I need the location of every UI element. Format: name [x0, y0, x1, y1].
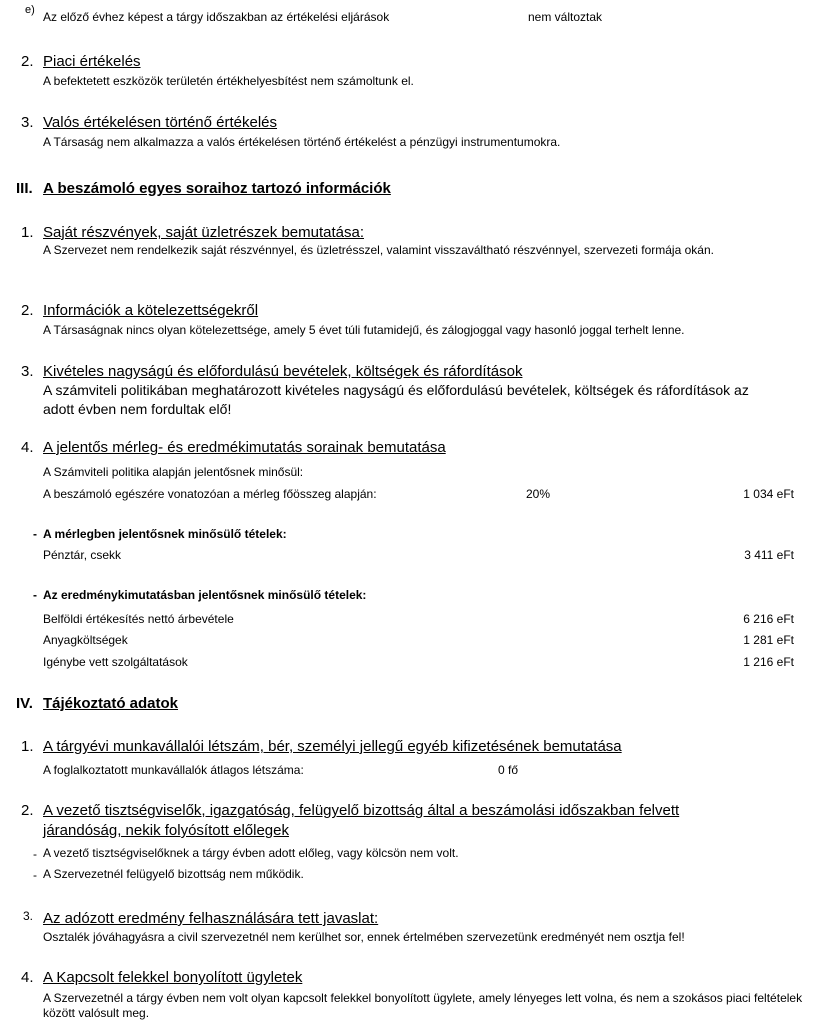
section-body: A befektetett eszközök területén értékhelyesbítést nem számoltunk el.	[43, 74, 414, 88]
threshold-label: A beszámoló egészére vonatozóan a mérleg főösszeg alapján:	[43, 487, 377, 501]
dash-marker: -	[33, 527, 37, 541]
section-number: 2.	[21, 802, 34, 819]
section-number: 3.	[21, 363, 34, 380]
valuation-change-text: Az előző évhez képest a tárgy időszakban az értékelési eljárások	[43, 10, 390, 24]
section-body: A Szervezetnél a tárgy évben nem volt olyan kapcsolt felekkel bonyolított ügylete, amely lényeges lett volna, és nem a szokásos piaci feltételek között valósult meg.	[43, 991, 803, 1020]
income-significant-heading: Az eredménykimutatásban jelentősnek minősülő tételek:	[43, 588, 367, 602]
part-number: IV.	[16, 695, 33, 712]
section-title-liabilities: Információk a kötelezettségekről	[43, 302, 259, 319]
section-number: 1.	[21, 224, 34, 241]
balance-item-value: 3 411 eFt	[744, 548, 794, 562]
income-item-label: Anyagköltségek	[43, 633, 128, 647]
section-number: 3.	[23, 909, 34, 923]
section-title-executive-remuneration-cont: járandóság, nekik folyósított előlegek	[43, 822, 289, 839]
dash-marker: -	[33, 868, 37, 882]
section-number: 2.	[21, 53, 34, 70]
section-body: A számviteli politikában meghatározott kivételes nagyságú és előfordulású bevételek, költségek és ráfordítások az adott évben nem fordultak elő!	[43, 382, 749, 417]
headcount-value: 0 fő	[498, 763, 519, 777]
section-title-market-valuation: Piaci értékelés	[43, 53, 141, 70]
section-body: A Társaságnak nincs olyan kötelezettsége, amely 5 évet túli futamidejű, és zálogjoggal vagy hasonló joggal terhelt lenne.	[43, 323, 685, 337]
balance-item-label: Pénztár, csekk	[43, 548, 122, 562]
valuation-change-value: nem változtak	[528, 10, 603, 24]
section-body: A Szervezet nem rendelkezik saját részvénnyel, és üzletrésszel, valamint visszaváltható részvénnyel, szervezeti formája okán.	[43, 243, 714, 257]
section-title-related-parties: A Kapcsolt felekkel bonyolított ügyletek	[43, 969, 303, 986]
income-item-value: 1 216 eFt	[743, 655, 794, 669]
income-item-label: Igénybe vett szolgáltatások	[43, 655, 188, 669]
section-title-profit-appropriation: Az adózott eredmény felhasználására tett javaslat:	[43, 910, 379, 927]
section-number: 3.	[21, 114, 34, 131]
section-title-significant-items: A jelentős mérleg- és eredmékimutatás sorainak bemutatása	[43, 439, 446, 456]
income-item-label: Belföldi értékesítés nettó árbevétele	[43, 612, 234, 626]
section-title-fair-value: Valós értékelésen történő értékelés	[43, 114, 278, 131]
section-title-own-shares: Saját részvények, saját üzletrészek bemutatása:	[43, 224, 364, 241]
bullet-text: A vezető tisztségviselőknek a tárgy évben adott előleg, vagy kölcsön nem volt.	[43, 846, 459, 860]
dash-marker: -	[33, 588, 37, 602]
section-number: 1.	[21, 738, 34, 755]
threshold-value: 1 034 eFt	[743, 487, 794, 501]
income-item-value: 1 281 eFt	[743, 633, 794, 647]
section-title-exceptional-items: Kivételes nagyságú és előfordulású bevételek, költségek és ráfordítások	[43, 363, 523, 380]
section-number: 2.	[21, 302, 34, 319]
headcount-label: A foglalkoztatott munkavállalók átlagos létszáma:	[43, 763, 304, 777]
section-body: A Társaság nem alkalmazza a valós értékelésen történő értékelést a pénzügyi instrumentumokra.	[43, 135, 561, 149]
dash-marker: -	[33, 847, 37, 861]
part-title-information: Tájékoztató adatok	[43, 695, 179, 712]
part-number: III.	[16, 180, 33, 197]
part-title-line-items: A beszámoló egyes soraihoz tartozó információk	[43, 180, 391, 197]
section-body: Osztalék jóváhagyásra a civil szervezetnél nem kerülhet sor, ennek értelmében szervezetünk eredményét nem osztja fel!	[43, 930, 685, 944]
section-number: 4.	[21, 969, 34, 986]
significance-rule-text: A Számviteli politika alapján jelentősnek minősül:	[43, 465, 304, 479]
section-title-executive-remuneration: A vezető tisztségviselők, igazgatóság, felügyelő bizottság által a beszámolási időszakban felvett	[43, 802, 680, 819]
threshold-percent: 20%	[526, 487, 551, 501]
section-title-headcount: A tárgyévi munkavállalói létszám, bér, személyi jellegű egyéb kifizetésének bemutatása	[43, 738, 622, 755]
balance-significant-heading: A mérlegben jelentősnek minősülő tételek:	[43, 527, 287, 541]
income-item-value: 6 216 eFt	[743, 612, 794, 626]
list-marker-e: e)	[25, 4, 35, 16]
section-number: 4.	[21, 439, 34, 456]
bullet-text: A Szervezetnél felügyelő bizottság nem működik.	[43, 867, 304, 881]
